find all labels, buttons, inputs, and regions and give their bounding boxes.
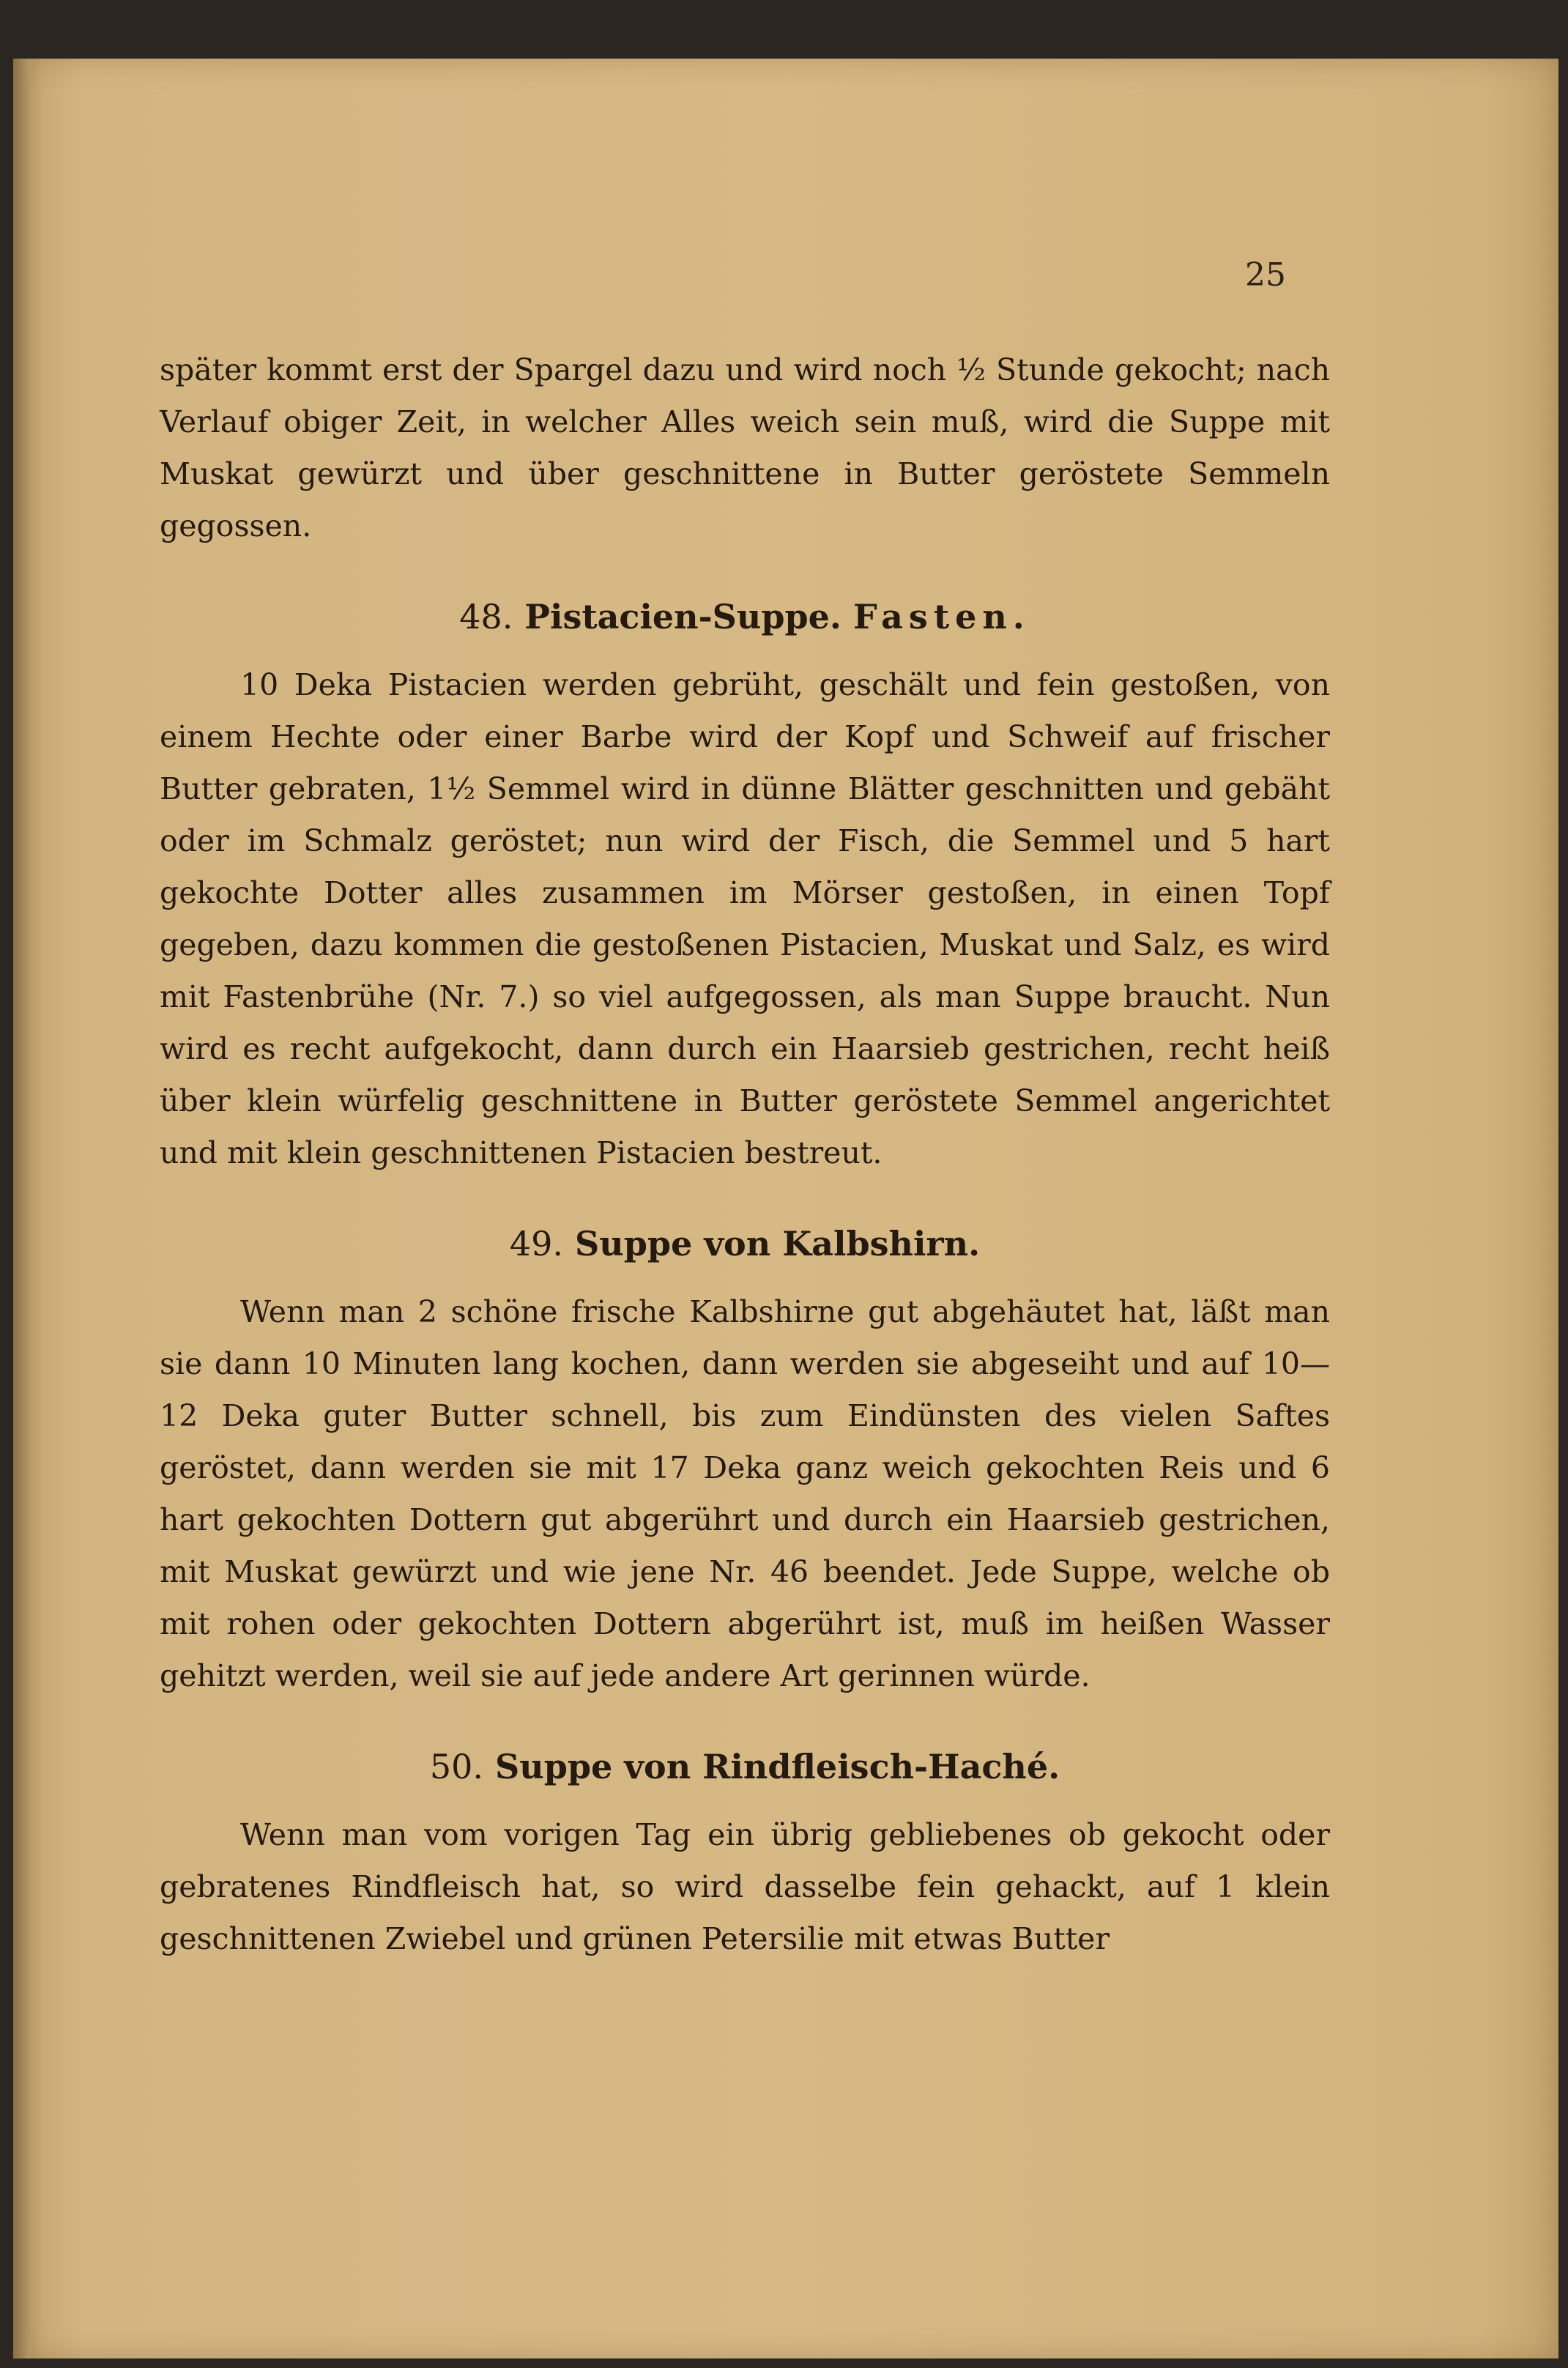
recipe-heading	[160, 1740, 1330, 1793]
recipe-text: Wenn man 2 schöne frische Kalbshirne gut abgehäutet hat, läßt man sie dann 10 Minuten lang kochen, dann werden sie abgeseiht und auf 10—12 Deka guter Butter schnell, bis zum Eindünsten des vielen Saftes geröstet, dann werden sie mit 17 Deka ganz weich gekochten Reis und 6 hart gekochten Dottern gut abgerührt und durch ein Haarsieb gestrichen, mit Muskat gewürzt und wie jene Nr. 46 beendet. Jede Suppe, welche ob mit rohen oder gekochten Dottern abgerührt ist, muß im heißen Wasser gehitzt werden, weil sie auf jede andere Art gerinnen würde.	[160, 1294, 1330, 1693]
recipe-50	[160, 1740, 1330, 1965]
recipe-title: Suppe von Rindfleisch-Haché.	[495, 1747, 1060, 1786]
recipe-note: Fasten.	[852, 597, 1030, 636]
page-number: 25	[1245, 256, 1286, 294]
recipe-text: 10 Deka Pistacien werden gebrüht, geschält und fein gestoßen, von einem Hechte oder einer Barbe wird der Kopf und Schweif auf frischer Butter gebraten, 1½ Semmel wird in dünne Blätter geschnitten und gebäht oder im Schmalz geröstet; nun wird der Fisch, die Semmel und 5 hart gekochte Dotter alles zusammen im Mörser gestoßen, in einen Topf gegeben, dazu kommen die gestoßenen Pistacien, Muskat und Salz, es wird mit Fastenbrühe (Nr. 7.) so viel aufgegossen, als man Suppe braucht. Nun wird es recht aufgekocht, dann durch ein Haarsieb gestrichen, recht heiß über klein würfelig geschnittene in Butter geröstete Semmel angerichtet und mit klein geschnittenen Pistacien bestreut.	[160, 667, 1330, 1170]
recipe-number: 48.	[459, 597, 513, 636]
text-block	[160, 344, 1330, 2003]
recipe-text: Wenn man vom vorigen Tag ein übrig gebliebenes ob gekocht oder gebratenes Rindfleisch hat, so wird dasselbe fein gehackt, auf 1 klein geschnittenen Zwiebel und grünen Petersilie mit etwas Butter	[160, 1817, 1330, 1956]
recipe-49	[160, 1217, 1330, 1702]
recipe-number: 49.	[509, 1224, 564, 1263]
recipe-title: Suppe von Kalbshirn.	[575, 1224, 981, 1263]
recipe-heading	[160, 1217, 1330, 1270]
recipe-title: Pistacien-Suppe.	[524, 597, 841, 636]
recipe-number: 50.	[429, 1747, 484, 1786]
intro-paragraph: später kommt erst der Spargel dazu und wird noch ½ Stunde gekocht; nach Verlauf obiger Zeit, in welcher Alles weich sein muß, wird die Suppe mit Muskat gewürzt und über geschnittene in Butter geröstete Semmeln gegossen.	[160, 352, 1330, 543]
recipe-heading	[160, 590, 1330, 643]
recipe-48	[160, 590, 1330, 1179]
